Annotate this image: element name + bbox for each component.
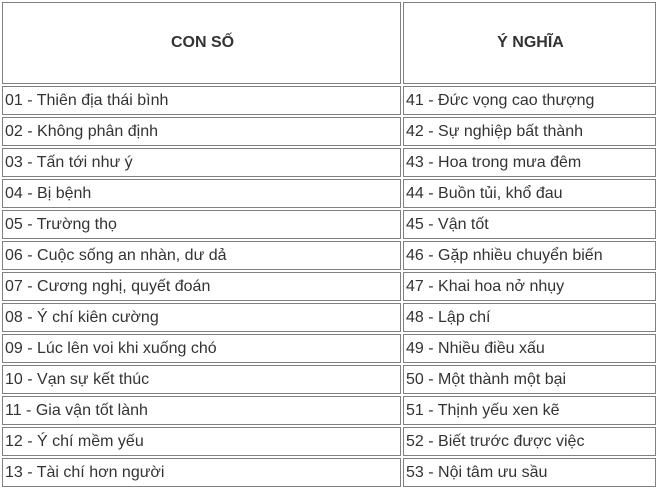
table-row bbox=[2, 148, 656, 177]
number-cell: 03 - Tấn tới như ý bbox=[2, 148, 401, 177]
meaning-cell: 48 - Lập chí bbox=[403, 303, 656, 332]
meaning-cell: 53 - Nội tâm ưu sầu bbox=[403, 458, 656, 487]
table-row bbox=[2, 396, 656, 425]
number-cell: 12 - Ý chí mềm yếu bbox=[2, 427, 401, 456]
meaning-cell: 47 - Khai hoa nở nhụy bbox=[403, 272, 656, 301]
header-row bbox=[2, 2, 656, 84]
number-cell: 11 - Gia vận tốt lành bbox=[2, 396, 401, 425]
meaning-cell: 51 - Thịnh yếu xen kẽ bbox=[403, 396, 656, 425]
table-row bbox=[2, 365, 656, 394]
number-cell: 07 - Cương nghị, quyết đoán bbox=[2, 272, 401, 301]
meaning-cell: 41 - Đức vọng cao thượng bbox=[403, 86, 656, 115]
meaning-cell: 42 - Sự nghiệp bất thành bbox=[403, 117, 656, 146]
number-cell: 08 - Ý chí kiên cường bbox=[2, 303, 401, 332]
table-row bbox=[2, 179, 656, 208]
number-cell: 05 - Trường thọ bbox=[2, 210, 401, 239]
meaning-cell: 49 - Nhiều điều xấu bbox=[403, 334, 656, 363]
number-cell: 01 - Thiên địa thái bình bbox=[2, 86, 401, 115]
table-row bbox=[2, 210, 656, 239]
header-meaning: Ý NGHĨA bbox=[403, 2, 656, 84]
meaning-cell: 45 - Vận tốt bbox=[403, 210, 656, 239]
header-number: CON SỐ bbox=[2, 2, 401, 84]
number-cell: 04 - Bị bệnh bbox=[2, 179, 401, 208]
meaning-cell: 52 - Biết trước được việc bbox=[403, 427, 656, 456]
number-cell: 13 - Tài chí hơn người bbox=[2, 458, 401, 487]
number-cell: 09 - Lúc lên voi khi xuống chó bbox=[2, 334, 401, 363]
table-row bbox=[2, 86, 656, 115]
table-row bbox=[2, 303, 656, 332]
table-row bbox=[2, 458, 656, 487]
meaning-cell: 43 - Hoa trong mưa đêm bbox=[403, 148, 656, 177]
number-cell: 02 - Không phân định bbox=[2, 117, 401, 146]
table-row bbox=[2, 272, 656, 301]
table-row bbox=[2, 427, 656, 456]
table-body bbox=[2, 86, 656, 487]
number-cell: 06 - Cuộc sống an nhàn, dư dả bbox=[2, 241, 401, 270]
meaning-cell: 44 - Buồn tủi, khổ đau bbox=[403, 179, 656, 208]
table-row bbox=[2, 117, 656, 146]
number-cell: 10 - Vạn sự kết thúc bbox=[2, 365, 401, 394]
table-row bbox=[2, 334, 656, 363]
meaning-cell: 50 - Một thành một bại bbox=[403, 365, 656, 394]
meaning-cell: 46 - Gặp nhiều chuyển biến bbox=[403, 241, 656, 270]
table-row bbox=[2, 241, 656, 270]
